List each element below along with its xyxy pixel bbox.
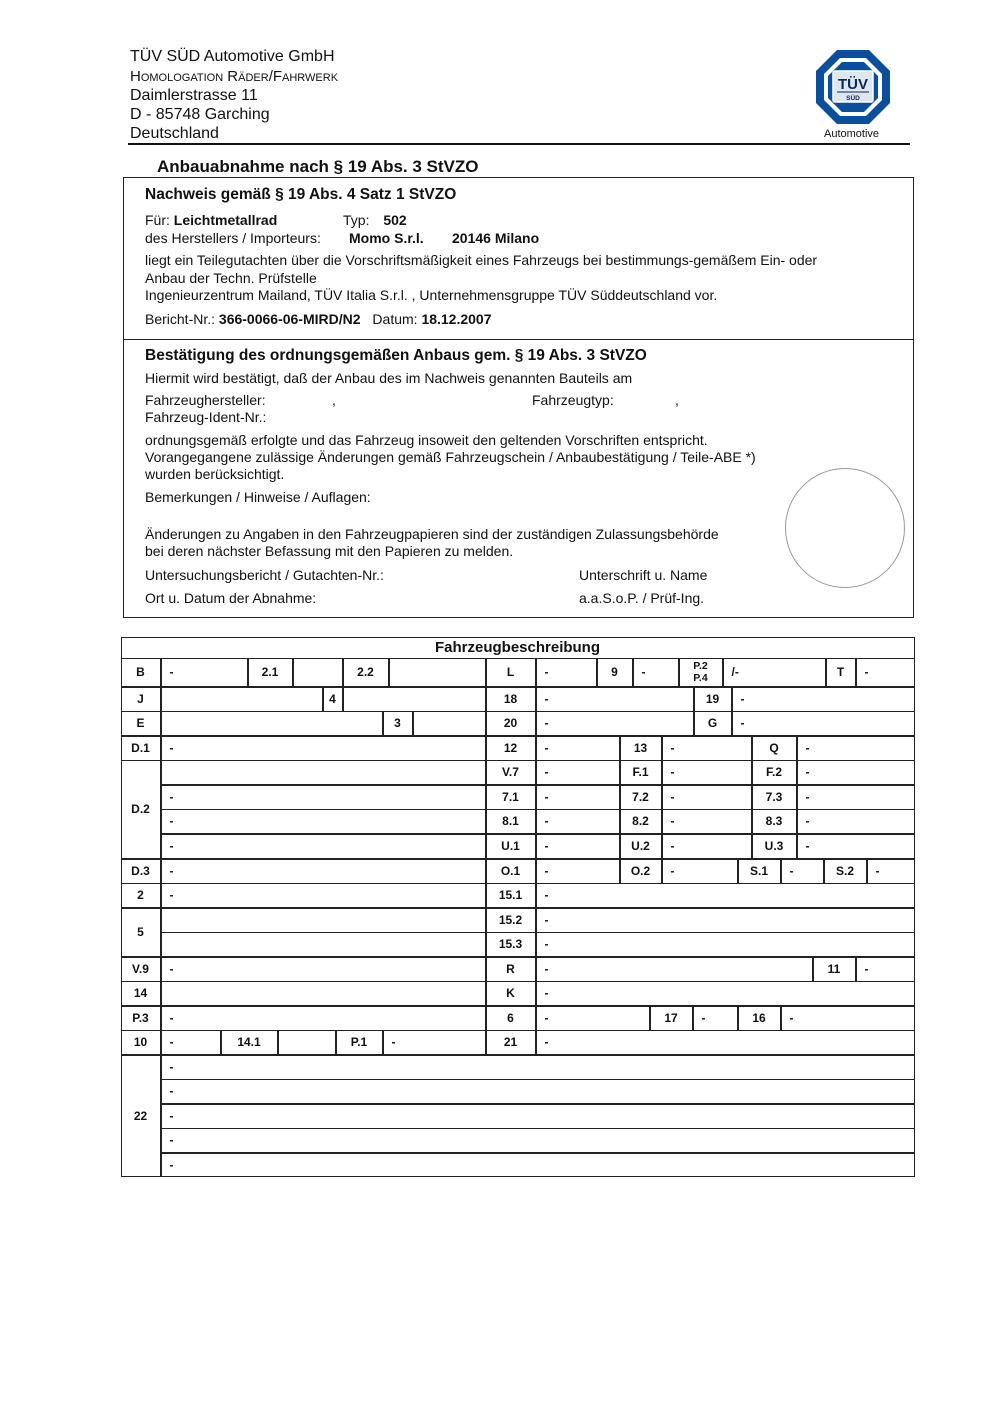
field-P1[interactable]: - (383, 1030, 486, 1055)
field-G[interactable]: - (732, 711, 915, 736)
field-key-21: 21 (486, 1030, 536, 1055)
field-key-B: B (121, 658, 161, 687)
field-8-2[interactable]: - (662, 809, 752, 834)
field-20[interactable]: - (536, 711, 694, 736)
field-key-3: 3 (383, 711, 413, 736)
field-key-20: 20 (486, 711, 536, 736)
field-key-2: 2 (121, 883, 161, 908)
untersuchung-label: Untersuchungsbericht / Gutachten-Nr.: (145, 567, 384, 583)
field-key-4: 4 (323, 687, 343, 712)
field-O1[interactable]: - (536, 859, 620, 884)
nachweis-text-1: liegt ein Teilegutachten über die Vorschriftsmäßigkeit eines Fahrzeugs bei bestimmungs-gemäßem Ein- oder (145, 252, 818, 268)
nachweis-text-3: Ingenieurzentrum Mailand, TÜV Italia S.r.l. , Unternehmensgruppe TÜV Süddeutschland vor. (145, 287, 718, 303)
field-E[interactable] (161, 711, 383, 736)
hersteller-label: des Herstellers / Importeurs: (145, 230, 321, 246)
fahrzeugtyp-label: Fahrzeugtyp: (532, 392, 614, 408)
tuv-logo-icon (815, 49, 891, 125)
field-15-3[interactable]: - (536, 932, 915, 957)
field-key-K: K (486, 981, 536, 1006)
fahrzeughersteller-label: Fahrzeughersteller: (145, 392, 266, 408)
field-J[interactable] (161, 687, 323, 712)
field-7-2[interactable]: - (662, 785, 752, 810)
field-9[interactable]: - (633, 658, 679, 687)
company-name: TÜV SÜD Automotive GmbH (130, 48, 335, 65)
datum-value: 18.12.2007 (421, 311, 492, 327)
field-13[interactable]: - (662, 736, 752, 761)
page-title: Anbauabnahme nach § 19 Abs. 3 StVZO (157, 157, 479, 176)
field-key-S1: S.1 (738, 859, 781, 884)
department: Homologation Räder/Fahrwerk (130, 68, 339, 85)
field-15-1[interactable]: - (536, 883, 915, 908)
field-key-P3: P.3 (121, 1006, 161, 1031)
field-key-15-2: 15.2 (486, 908, 536, 933)
field-key-D1: D.1 (121, 736, 161, 761)
nachweis-heading: Nachweis gemäß § 19 Abs. 4 Satz 1 StVZO (145, 186, 457, 203)
aenderungen-line-1: Änderungen zu Angaben in den Fahrzeugpapieren sind der zuständigen Zulassungsbehörde (145, 526, 719, 542)
svg-text:TÜV: TÜV (838, 76, 868, 93)
ort-datum-label: Ort u. Datum der Abnahme: (145, 590, 317, 606)
field-19[interactable]: - (732, 687, 915, 712)
field-7-3[interactable]: - (797, 785, 915, 810)
field-key-11: 11 (813, 957, 856, 982)
field-2-1[interactable] (293, 658, 343, 687)
field-17[interactable]: - (693, 1006, 738, 1031)
field-key-14-1: 14.1 (221, 1030, 278, 1055)
field-15-2[interactable]: - (536, 908, 915, 933)
field-D2-line-4[interactable]: - (161, 834, 486, 859)
logo-caption: Automotive (824, 128, 880, 140)
field-key-E: E (121, 711, 161, 736)
bestaetigung-line-2: Vorangegangene zulässige Änderungen gemäß Fahrzeugschein / Anbaubestätigung / Teile-ABE *) (145, 449, 756, 465)
bemerkungen-label: Bemerkungen / Hinweise / Auflagen: (145, 489, 371, 505)
field-10[interactable]: - (161, 1030, 221, 1055)
field-21[interactable]: - (536, 1030, 915, 1055)
field-D2-line-3[interactable]: - (161, 809, 486, 834)
field-key-R: R (486, 957, 536, 982)
field-key-9: 9 (597, 658, 633, 687)
fuer-row (145, 212, 277, 228)
field-14-1[interactable] (278, 1030, 336, 1055)
field-L[interactable]: - (536, 658, 597, 687)
field-key-19: 19 (694, 687, 732, 712)
field-key-12: 12 (486, 736, 536, 761)
field-key-15-1: 15.1 (486, 883, 536, 908)
field-key-P2-P4 (679, 658, 723, 687)
field-key-8-1: 8.1 (486, 809, 536, 834)
country: Deutschland (130, 125, 219, 142)
field-B[interactable]: - (161, 658, 248, 687)
field-8-3[interactable]: - (797, 809, 915, 834)
field-22-line-5[interactable]: - (161, 1153, 915, 1177)
field-key-2-2: 2.2 (343, 658, 389, 687)
field-5-line-2[interactable] (161, 932, 486, 957)
bericht-label: Bericht-Nr.: (145, 311, 216, 327)
city: D - 85748 Garching (130, 106, 270, 123)
field-key-U1: U.1 (486, 834, 536, 859)
fuer-value: Leichtmetallrad (173, 212, 278, 228)
field-S1[interactable]: - (781, 859, 824, 884)
field-key-G: G (694, 711, 732, 736)
field-D2-line-1[interactable] (161, 760, 486, 785)
field-key-10: 10 (121, 1030, 161, 1055)
field-key-2-1: 2.1 (248, 658, 293, 687)
stamp-circle (785, 468, 905, 588)
field-key-5: 5 (121, 908, 161, 957)
field-O2[interactable]: - (662, 859, 738, 884)
aenderungen-line-2: bei deren nächster Befassung mit den Papieren zu melden. (145, 543, 514, 559)
field-22-line-3[interactable]: - (161, 1104, 915, 1129)
field-6[interactable]: - (536, 1006, 650, 1031)
field-key-17: 17 (650, 1006, 693, 1031)
field-key-O1: O.1 (486, 859, 536, 884)
field-D1[interactable]: - (161, 736, 486, 761)
table-title: Fahrzeugbeschreibung (121, 637, 915, 659)
field-key-S2: S.2 (824, 859, 867, 884)
field-key-7-2: 7.2 (620, 785, 662, 810)
field-12[interactable]: - (536, 736, 620, 761)
hersteller-value: Momo S.r.l. (349, 230, 424, 246)
bestaetigung-heading: Bestätigung des ordnungsgemäßen Anbaus gem. § 19 Abs. 3 StVZO (145, 347, 647, 364)
field-key-D2: D.2 (121, 760, 161, 859)
field-key-J: J (121, 687, 161, 712)
nachweis-text-2: Anbau der Techn. Prüfstelle (145, 270, 317, 286)
field-8-1[interactable]: - (536, 809, 620, 834)
field-key-P1: P.1 (336, 1030, 383, 1055)
field-22-line-1[interactable]: - (161, 1055, 915, 1080)
hersteller-city: 20146 Milano (452, 230, 540, 246)
field-P3[interactable]: - (161, 1006, 486, 1031)
field-key-F1: F.1 (620, 760, 662, 785)
field-D3[interactable]: - (161, 859, 486, 884)
field-key-U3: U.3 (752, 834, 797, 859)
field-U2[interactable]: - (662, 834, 752, 859)
field-5-line-1[interactable] (161, 908, 486, 933)
field-14[interactable] (161, 981, 486, 1006)
field-3[interactable] (413, 711, 486, 736)
field-18[interactable]: - (536, 687, 694, 712)
field-key-V7: V.7 (486, 760, 536, 785)
field-key-6: 6 (486, 1006, 536, 1031)
field-2-2[interactable] (389, 658, 486, 687)
field-F1[interactable]: - (662, 760, 752, 785)
field-16[interactable]: - (781, 1006, 915, 1031)
field-D2-line-2[interactable]: - (161, 785, 486, 810)
field-Q[interactable]: - (797, 736, 915, 761)
unterschrift-label: Unterschrift u. Name (579, 567, 708, 583)
typ-row (343, 212, 407, 228)
field-key-13: 13 (620, 736, 662, 761)
vehicle-table (121, 637, 915, 1177)
field-key-14: 14 (121, 981, 161, 1006)
field-V7[interactable]: - (536, 760, 620, 785)
field-key-F2: F.2 (752, 760, 797, 785)
field-key-7-1: 7.1 (486, 785, 536, 810)
fahrzeugtyp-field[interactable]: , (675, 392, 679, 408)
field-key-22: 22 (121, 1055, 161, 1177)
field-U1[interactable]: - (536, 834, 620, 859)
field-key-V9: V.9 (121, 957, 161, 982)
field-22-line-4[interactable]: - (161, 1128, 915, 1153)
svg-text:SÜD: SÜD (846, 95, 860, 102)
field-R[interactable]: - (536, 957, 813, 982)
field-key-D3: D.3 (121, 859, 161, 884)
street: Daimlerstrasse 11 (130, 87, 258, 104)
field-key-U2: U.2 (620, 834, 662, 859)
field-key-7-3: 7.3 (752, 785, 797, 810)
fuer-label: Für: (145, 212, 170, 228)
field-key-8-3: 8.3 (752, 809, 797, 834)
field-F2[interactable]: - (797, 760, 915, 785)
bestaetigung-intro: Hiermit wird bestätigt, daß der Anbau des im Nachweis genannten Bauteils am (145, 370, 633, 386)
field-U3[interactable]: - (797, 834, 915, 859)
field-key-O2: O.2 (620, 859, 662, 884)
field-key-T: T (826, 658, 856, 687)
field-key-18: 18 (486, 687, 536, 712)
datum-label: Datum: (372, 311, 418, 327)
bericht-value: 366-0066-06-MIRD/N2 (218, 311, 361, 327)
field-7-1[interactable]: - (536, 785, 620, 810)
typ-value: 502 (383, 212, 407, 228)
field-key-16: 16 (738, 1006, 781, 1031)
field-4[interactable] (343, 687, 486, 712)
typ-label: Typ: (343, 212, 370, 228)
field-22-line-2[interactable]: - (161, 1079, 915, 1104)
field-T[interactable]: - (856, 658, 915, 687)
field-2[interactable]: - (161, 883, 486, 908)
field-V9[interactable]: - (161, 957, 486, 982)
field-key-8-2: 8.2 (620, 809, 662, 834)
key-P4: P.4 (693, 672, 708, 684)
pruef-label: a.a.S.o.P. / Prüf-Ing. (579, 590, 705, 606)
field-key-L: L (486, 658, 536, 687)
field-S2[interactable]: - (867, 859, 915, 884)
key-P2: P.2 (693, 660, 708, 672)
bericht-row (145, 311, 492, 327)
field-11[interactable]: - (856, 957, 915, 982)
bestaetigung-line-1: ordnungsgemäß erfolgte und das Fahrzeug insoweit den geltenden Vorschriften entspricht. (145, 432, 708, 448)
fahrzeughersteller-field[interactable]: , (332, 392, 336, 408)
field-P2-P4[interactable]: /- (723, 658, 826, 687)
field-key-Q: Q (752, 736, 797, 761)
field-K[interactable]: - (536, 981, 915, 1006)
field-key-15-3: 15.3 (486, 932, 536, 957)
header-divider (128, 143, 910, 145)
ident-label: Fahrzeug-Ident-Nr.: (145, 409, 267, 425)
bestaetigung-line-3: wurden berücksichtigt. (145, 466, 285, 482)
